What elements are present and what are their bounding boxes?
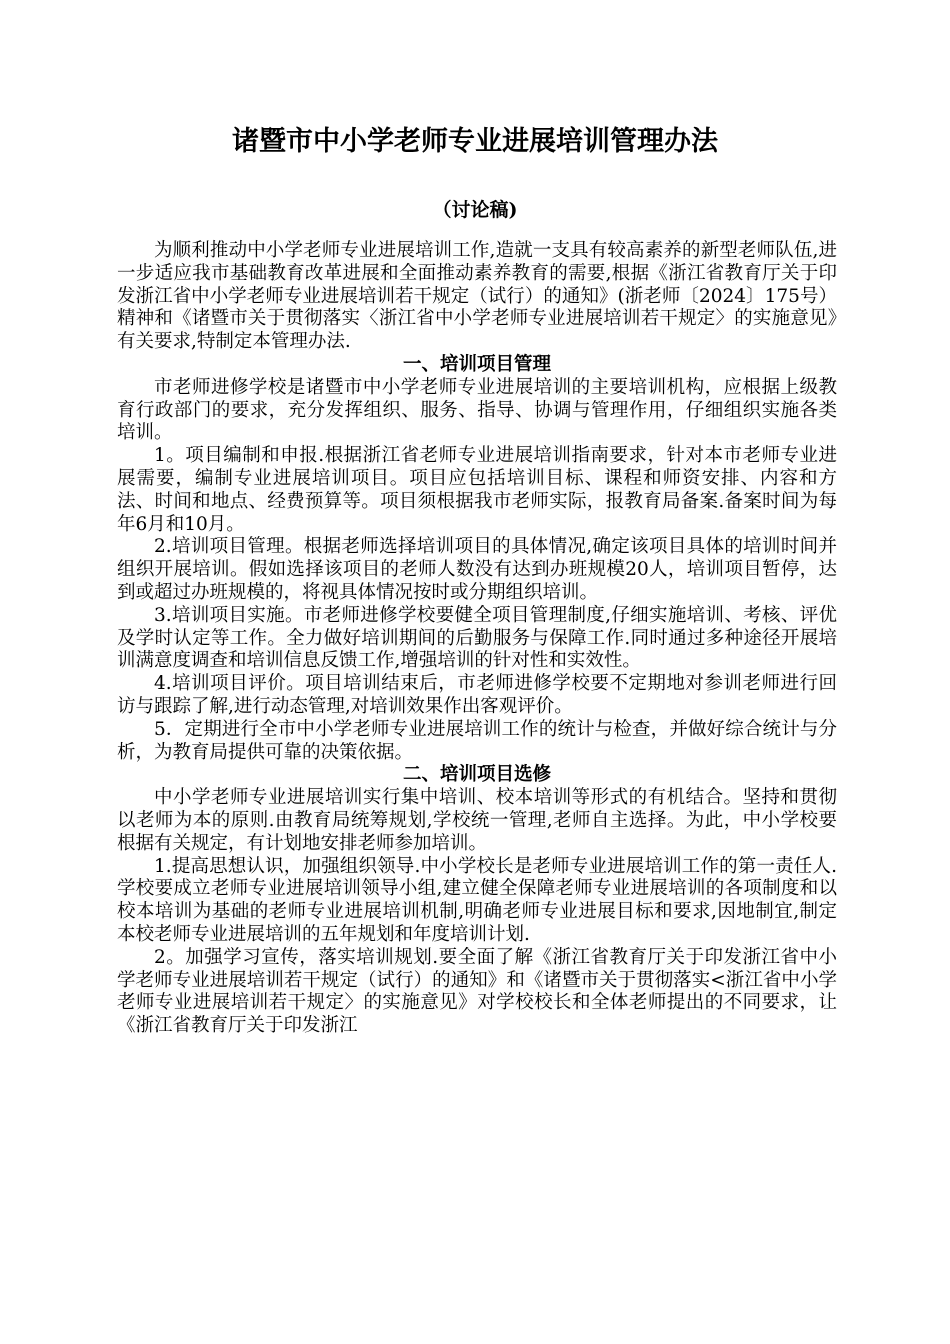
paragraph: 4.培训项目评价。项目培训结束后，市老师进修学校要不定期地对参训老师进行回访与跟踪了解,进行动态管理,对培训效果作出客观评价。: [117, 673, 837, 717]
document-title: 诸暨市中小学老师专业进展培训管理办法: [232, 126, 718, 157]
document-body: [117, 240, 837, 1038]
paragraph: 1.提高思想认识，加强组织领导.中小学校长是老师专业进展培训工作的第一责任人.学校要成立老师专业进展培训领导小组,建立健全保障老师专业进展培训的各项制度和以校本培训为基础的老师专业进展培训机制,明确老师专业进展目标和要求,因地制宜,制定本校老师专业进展培训的五年规划和年度培训计划.: [117, 855, 837, 945]
paragraph: 2.培训项目管理。根据老师选择培训项目的具体情况,确定该项目具体的培训时间并组织开展培训。假如选择该项目的老师人数没有达到办班规模20人，培训项目暂停，达到或超过办班规模的，将视具体情况按时或分期组织培训。: [117, 536, 837, 603]
paragraph: 2。加强学习宣传，落实培训规划.要全面了解《浙江省教育厅关于印发浙江省中小学老师专业进展培训若干规定（试行）的通知》和《诸暨市关于贯彻落实<浙江省中小学老师专业进展培训若干规定〉的实施意见》对学校校长和全体老师提出的不同要求，让《浙江省教育厅关于印发浙江: [117, 946, 837, 1037]
section-heading: 二、培训项目选修: [402, 764, 551, 786]
document-subtitle: （讨论稿): [432, 199, 518, 221]
paragraph: 1。项目编制和申报.根据浙江省老师专业进展培训指南要求，针对本市老师专业进展需要，编制专业进展培训项目。项目应包括培训目标、课程和师资安排、内容和方法、时间和地点、经费预算等。项目须根据我市老师实际，报教育局备案.备案时间为每年6月和10月。: [117, 445, 837, 535]
paragraph: 市老师进修学校是诸暨市中小学老师专业进展培训的主要培训机构，应根据上级教育行政部门的要求，充分发挥组织、服务、指导、协调与管理作用，仔细组织实施各类培训。: [117, 376, 837, 444]
paragraph: 中小学老师专业进展培训实行集中培训、校本培训等形式的有机结合。坚持和贯彻以老师为本的原则.由教育局统筹规划,学校统一管理,老师自主选择。为此，中小学校要根据有关规定，有计划地安排老师参加培训。: [117, 787, 837, 854]
paragraph: 5．定期进行全市中小学老师专业进展培训工作的统计与检查，并做好综合统计与分析，为教育局提供可靠的决策依据。: [117, 718, 837, 763]
paragraph: 3.培训项目实施。市老师进修学校要健全项目管理制度,仔细实施培训、考核、评优及学时认定等工作。全力做好培训期间的后勤服务与保障工作.同时通过多种途径开展培训满意度调查和培训信息反馈工作,增强培训的针对性和实效性。: [117, 604, 837, 672]
section-heading: 一、培训项目管理: [402, 353, 551, 375]
intro-paragraph: 为顺利推动中小学老师专业进展培训工作,造就一支具有较高素养的新型老师队伍,进一步适应我市基础教育改革进展和全面推动素养教育的需要,根据《浙江省教育厅关于印发浙江省中小学老师专业进展培训若干规定（试行）的通知》(浙老师〔2024〕175号）精神和《诸暨市关于贯彻落实〈浙江省中小学老师专业进展培训若干规定〉的实施意见》有关要求,特制定本管理办法.: [117, 240, 837, 353]
